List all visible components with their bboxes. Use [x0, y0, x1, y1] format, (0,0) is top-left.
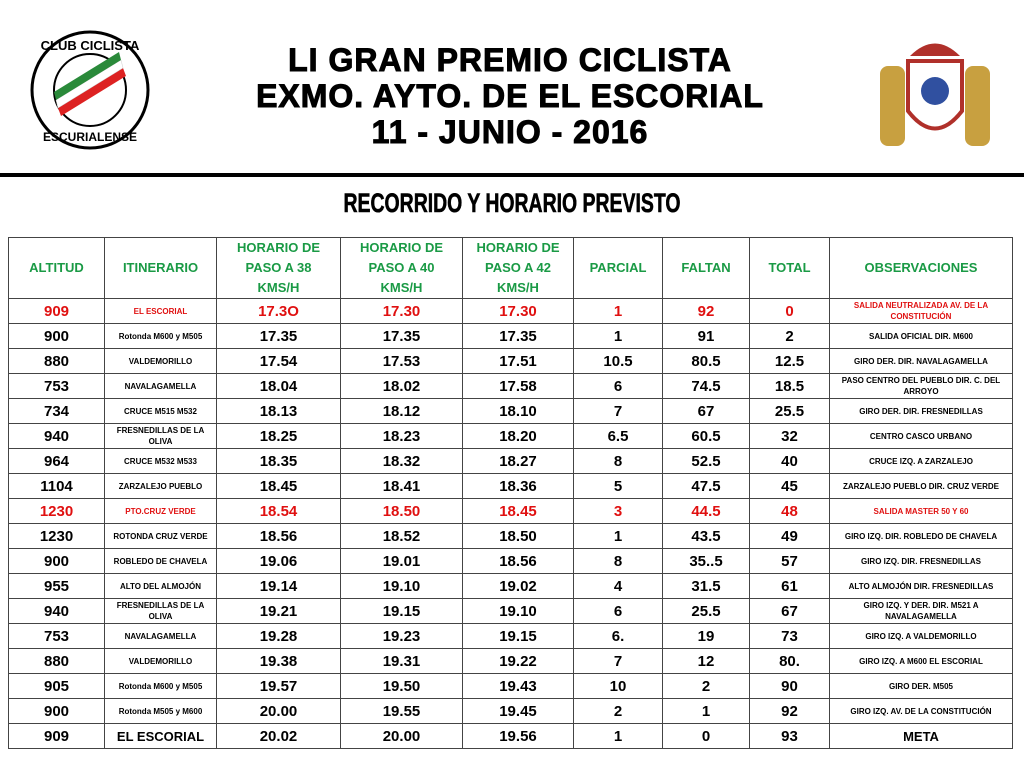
cell-horario-38: 18.54 [217, 499, 341, 524]
column-header-parcial: PARCIAL [574, 238, 663, 299]
cell-altitud: 940 [9, 599, 105, 624]
cell-total: 93 [750, 724, 830, 749]
cell-altitud: 955 [9, 574, 105, 599]
table-row [9, 399, 1013, 424]
cell-observaciones: GIRO IZQ. DIR. FRESNEDILLAS [830, 549, 1013, 574]
column-header-total: TOTAL [750, 238, 830, 299]
cell-parcial: 5 [574, 474, 663, 499]
cell-observaciones: GIRO IZQ. A M600 EL ESCORIAL [830, 649, 1013, 674]
cell-parcial: 3 [574, 499, 663, 524]
cell-observaciones: GIRO IZQ. Y DER. DIR. M521 A NAVALAGAMELLA [830, 599, 1013, 624]
cell-altitud: 900 [9, 549, 105, 574]
table-row [9, 524, 1013, 549]
cell-observaciones: SALIDA OFICIAL DIR. M600 [830, 324, 1013, 349]
cell-altitud: 1230 [9, 524, 105, 549]
cell-horario-38: 18.25 [217, 424, 341, 449]
cell-itinerario: Rotonda M505 y M600 [105, 699, 217, 724]
cell-horario-38: 19.28 [217, 624, 341, 649]
title-line-1: LI GRAN PREMIO CICLISTA [288, 42, 732, 78]
cell-faltan: 74.5 [663, 374, 750, 399]
table-row [9, 624, 1013, 649]
cell-faltan: 91 [663, 324, 750, 349]
cell-horario-40: 18.02 [341, 374, 463, 399]
cell-total: 45 [750, 474, 830, 499]
table-row [9, 699, 1013, 724]
cell-itinerario: NAVALAGAMELLA [105, 624, 217, 649]
table-row [9, 324, 1013, 349]
cell-parcial: 7 [574, 649, 663, 674]
cell-faltan: 0 [663, 724, 750, 749]
el-escorial-coat-of-arms [870, 26, 1000, 156]
cell-horario-40: 18.32 [341, 449, 463, 474]
cell-itinerario: EL ESCORIAL [105, 724, 217, 749]
cell-parcial: 1 [574, 299, 663, 324]
cell-horario-40: 19.55 [341, 699, 463, 724]
cell-total: 40 [750, 449, 830, 474]
table-row [9, 449, 1013, 474]
svg-text:CLUB CICLISTA: CLUB CICLISTA [40, 38, 140, 53]
cell-horario-42: 18.10 [463, 399, 574, 424]
cell-horario-40: 17.30 [341, 299, 463, 324]
cell-total: 0 [750, 299, 830, 324]
cell-horario-38: 18.13 [217, 399, 341, 424]
cell-horario-42: 19.02 [463, 574, 574, 599]
cell-itinerario: CRUCE M515 M532 [105, 399, 217, 424]
cell-horario-38: 17.35 [217, 324, 341, 349]
cell-horario-42: 17.35 [463, 324, 574, 349]
cell-horario-38: 20.00 [217, 699, 341, 724]
cell-horario-40: 18.41 [341, 474, 463, 499]
cell-faltan: 19 [663, 624, 750, 649]
table-row [9, 674, 1013, 699]
cell-horario-42: 18.56 [463, 549, 574, 574]
table-row [9, 574, 1013, 599]
cell-altitud: 909 [9, 724, 105, 749]
cell-parcial: 1 [574, 324, 663, 349]
title-line-2: EXMO. AYTO. DE EL ESCORIAL [256, 78, 764, 114]
cell-itinerario: ALTO DEL ALMOJÓN [105, 574, 217, 599]
cell-total: 90 [750, 674, 830, 699]
cell-parcial: 1 [574, 724, 663, 749]
cell-itinerario: NAVALAGAMELLA [105, 374, 217, 399]
cell-horario-38: 19.14 [217, 574, 341, 599]
cell-parcial: 7 [574, 399, 663, 424]
cell-observaciones: META [830, 724, 1013, 749]
table-row [9, 549, 1013, 574]
cell-horario-42: 19.56 [463, 724, 574, 749]
table-header-row [9, 238, 1013, 299]
cell-itinerario: Rotonda M600 y M505 [105, 324, 217, 349]
cell-altitud: 1104 [9, 474, 105, 499]
cell-horario-42: 17.30 [463, 299, 574, 324]
cell-horario-42: 18.20 [463, 424, 574, 449]
header-divider [0, 173, 1024, 177]
cell-parcial: 6 [574, 599, 663, 624]
cell-faltan: 92 [663, 299, 750, 324]
column-header-observaciones: OBSERVACIONES [830, 238, 1013, 299]
schedule-table [8, 237, 1013, 749]
cell-horario-40: 18.52 [341, 524, 463, 549]
cell-horario-40: 19.23 [341, 624, 463, 649]
column-header-itinerario: ITINERARIO [105, 238, 217, 299]
cell-horario-42: 19.43 [463, 674, 574, 699]
cell-observaciones: CRUCE IZQ. A ZARZALEJO [830, 449, 1013, 474]
cell-faltan: 31.5 [663, 574, 750, 599]
cell-total: 80. [750, 649, 830, 674]
cell-itinerario: Rotonda M600 y M505 [105, 674, 217, 699]
cell-parcial: 6. [574, 624, 663, 649]
cell-altitud: 734 [9, 399, 105, 424]
cell-altitud: 964 [9, 449, 105, 474]
table-row [9, 299, 1013, 324]
cell-horario-40: 17.53 [341, 349, 463, 374]
cell-horario-38: 19.38 [217, 649, 341, 674]
cell-horario-38: 19.06 [217, 549, 341, 574]
cell-parcial: 1 [574, 524, 663, 549]
cell-itinerario: FRESNEDILLAS DE LA OLIVA [105, 424, 217, 449]
cell-observaciones: GIRO DER. M505 [830, 674, 1013, 699]
cell-horario-40: 19.15 [341, 599, 463, 624]
column-header-altitud: ALTITUD [9, 238, 105, 299]
cell-total: 18.5 [750, 374, 830, 399]
cell-altitud: 1230 [9, 499, 105, 524]
cell-observaciones: GIRO DER. DIR. FRESNEDILLAS [830, 399, 1013, 424]
cell-faltan: 67 [663, 399, 750, 424]
column-header-horario-42: HORARIO DE PASO A 42 KMS/H [463, 238, 574, 299]
cell-faltan: 12 [663, 649, 750, 674]
cell-horario-40: 18.23 [341, 424, 463, 449]
cell-horario-40: 17.35 [341, 324, 463, 349]
svg-text:ESCURIALENSE: ESCURIALENSE [42, 130, 138, 144]
cell-faltan: 25.5 [663, 599, 750, 624]
cell-altitud: 909 [9, 299, 105, 324]
cell-horario-42: 18.50 [463, 524, 574, 549]
cell-faltan: 47.5 [663, 474, 750, 499]
cell-total: 12.5 [750, 349, 830, 374]
cell-total: 73 [750, 624, 830, 649]
table-row [9, 599, 1013, 624]
club-ciclista-logo [28, 28, 152, 152]
table-row [9, 724, 1013, 749]
cell-parcial: 10 [574, 674, 663, 699]
cell-horario-38: 19.21 [217, 599, 341, 624]
cell-itinerario: EL ESCORIAL [105, 299, 217, 324]
cell-total: 2 [750, 324, 830, 349]
cell-itinerario: ROBLEDO DE CHAVELA [105, 549, 217, 574]
cell-altitud: 900 [9, 699, 105, 724]
cell-horario-38: 20.02 [217, 724, 341, 749]
cell-total: 92 [750, 699, 830, 724]
cell-itinerario: VALDEMORILLO [105, 349, 217, 374]
cell-parcial: 2 [574, 699, 663, 724]
cell-altitud: 753 [9, 624, 105, 649]
cell-parcial: 8 [574, 549, 663, 574]
cell-horario-42: 18.36 [463, 474, 574, 499]
table-row [9, 649, 1013, 674]
cell-observaciones: GIRO IZQ. A VALDEMORILLO [830, 624, 1013, 649]
table-row [9, 374, 1013, 399]
cell-total: 57 [750, 549, 830, 574]
title-line-3: 11 - JUNIO - 2016 [371, 114, 649, 150]
cell-faltan: 52.5 [663, 449, 750, 474]
cell-horario-42: 17.58 [463, 374, 574, 399]
page-subtitle: RECORRIDO Y HORARIO PREVISTO [343, 188, 681, 218]
cell-total: 48 [750, 499, 830, 524]
cell-observaciones: GIRO IZQ. AV. DE LA CONSTITUCIÓN [830, 699, 1013, 724]
cell-faltan: 60.5 [663, 424, 750, 449]
table-row [9, 499, 1013, 524]
cell-observaciones: SALIDA MASTER 50 Y 60 [830, 499, 1013, 524]
cell-faltan: 1 [663, 699, 750, 724]
cell-altitud: 880 [9, 349, 105, 374]
cell-total: 61 [750, 574, 830, 599]
column-header-horario-40: HORARIO DE PASO A 40 KMS/H [341, 238, 463, 299]
cell-horario-42: 17.51 [463, 349, 574, 374]
cell-horario-40: 18.50 [341, 499, 463, 524]
table-row [9, 349, 1013, 374]
cell-parcial: 4 [574, 574, 663, 599]
table-row [9, 424, 1013, 449]
cell-observaciones: GIRO IZQ. DIR. ROBLEDO DE CHAVELA [830, 524, 1013, 549]
cell-horario-42: 19.15 [463, 624, 574, 649]
cell-itinerario: FRESNEDILLAS DE LA OLIVA [105, 599, 217, 624]
cell-total: 25.5 [750, 399, 830, 424]
cell-horario-42: 18.45 [463, 499, 574, 524]
cell-observaciones: GIRO DER. DIR. NAVALAGAMELLA [830, 349, 1013, 374]
cell-horario-42: 19.45 [463, 699, 574, 724]
cell-parcial: 10.5 [574, 349, 663, 374]
column-header-faltan: FALTAN [663, 238, 750, 299]
cell-horario-38: 18.04 [217, 374, 341, 399]
cell-itinerario: VALDEMORILLO [105, 649, 217, 674]
cell-itinerario: PTO.CRUZ VERDE [105, 499, 217, 524]
cell-horario-40: 20.00 [341, 724, 463, 749]
cell-faltan: 43.5 [663, 524, 750, 549]
cell-horario-38: 18.56 [217, 524, 341, 549]
table-row [9, 474, 1013, 499]
cell-horario-38: 17.3O [217, 299, 341, 324]
cell-horario-38: 19.57 [217, 674, 341, 699]
cell-altitud: 940 [9, 424, 105, 449]
cell-parcial: 8 [574, 449, 663, 474]
cell-total: 67 [750, 599, 830, 624]
cell-horario-40: 19.50 [341, 674, 463, 699]
cell-horario-40: 18.12 [341, 399, 463, 424]
cell-faltan: 80.5 [663, 349, 750, 374]
cell-horario-40: 19.01 [341, 549, 463, 574]
cell-parcial: 6 [574, 374, 663, 399]
cell-observaciones: SALIDA NEUTRALIZADA AV. DE LA CONSTITUCIÓN [830, 299, 1013, 324]
cell-horario-38: 18.45 [217, 474, 341, 499]
cell-horario-42: 19.10 [463, 599, 574, 624]
cell-altitud: 905 [9, 674, 105, 699]
cell-observaciones: PASO CENTRO DEL PUEBLO DIR. C. DEL ARROYO [830, 374, 1013, 399]
cell-horario-40: 19.10 [341, 574, 463, 599]
cell-faltan: 35..5 [663, 549, 750, 574]
cell-faltan: 2 [663, 674, 750, 699]
cell-parcial: 6.5 [574, 424, 663, 449]
cell-altitud: 900 [9, 324, 105, 349]
cell-horario-42: 18.27 [463, 449, 574, 474]
cell-itinerario: ROTONDA CRUZ VERDE [105, 524, 217, 549]
cell-altitud: 753 [9, 374, 105, 399]
cell-observaciones: CENTRO CASCO URBANO [830, 424, 1013, 449]
cell-horario-40: 19.31 [341, 649, 463, 674]
cell-faltan: 44.5 [663, 499, 750, 524]
cell-horario-42: 19.22 [463, 649, 574, 674]
column-header-horario-38: HORARIO DE PASO A 38 KMS/H [217, 238, 341, 299]
cell-total: 49 [750, 524, 830, 549]
cell-observaciones: ALTO ALMOJÓN DIR. FRESNEDILLAS [830, 574, 1013, 599]
cell-total: 32 [750, 424, 830, 449]
cell-itinerario: ZARZALEJO PUEBLO [105, 474, 217, 499]
cell-itinerario: CRUCE M532 M533 [105, 449, 217, 474]
cell-horario-38: 18.35 [217, 449, 341, 474]
cell-horario-38: 17.54 [217, 349, 341, 374]
cell-observaciones: ZARZALEJO PUEBLO DIR. CRUZ VERDE [830, 474, 1013, 499]
cell-altitud: 880 [9, 649, 105, 674]
